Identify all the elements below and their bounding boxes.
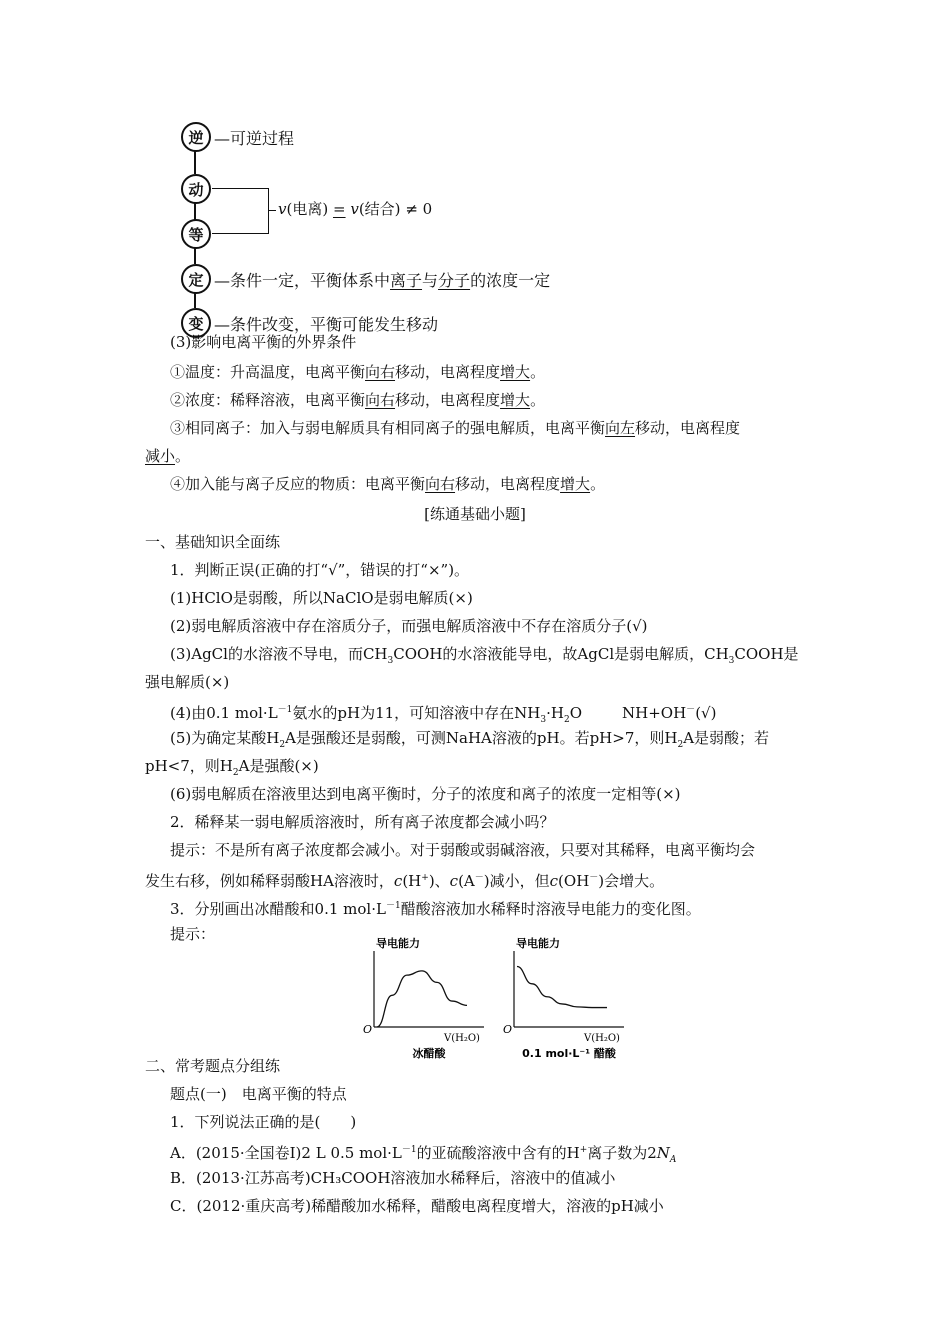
question-1-3: (3)AgCl的水溶液不导电，而$CH_3COOH$的水溶液能导电，故AgCl是弱电解质，$CH_3COOH$是 (170, 645, 799, 666)
chart-dilute-acetic (500, 937, 630, 1064)
factor-concentration: ②浓度：稀释溶液，电离平衡向右移动，电离程度增大。 (170, 391, 546, 409)
bracket-stub (268, 210, 276, 211)
question-1-4: (4)由0.1 $mol\cdot L^{-1}$氨水的pH为11，可知溶液中存在$NH_3\cdot H_2O$ NH+OH－(√) (170, 704, 717, 725)
question-1-1: (1)HClO是弱酸，所以NaClO是弱电解质(×) (170, 589, 473, 607)
origin-label: O (363, 1023, 373, 1036)
section3-title: (3)影响电离平衡的外界条件 (170, 333, 357, 351)
practice-header: [练通基础小题] (424, 505, 526, 523)
question-1-5-cont: pH<7，则$H_2A$是强酸(×) (145, 757, 319, 778)
feature-text-change: —条件改变，平衡可能发生移动 (214, 315, 439, 334)
chart-glacial-acetic (360, 937, 490, 1064)
question-1-6: (6)弱电解质在溶液里达到电离平衡时，分子的浓度和离子的浓度一定相等(×) (170, 785, 681, 803)
chart-dilute-acetic-svg (500, 937, 630, 1060)
feature-char-bian: 变 (181, 308, 211, 338)
series-line (377, 971, 467, 1027)
y-axis-label: 导电能力 (376, 937, 420, 950)
factor-temperature: ①温度：升高温度，电离平衡向右移动，电离程度增大。 (170, 363, 546, 381)
feature-char-deng: 等 (181, 219, 211, 249)
x-axis-label: V(H₂O) (584, 1033, 620, 1044)
factor-common-ion: ③相同离子：加入与弱电解质具有相同离子的强电解质，电离平衡向左移动，电离程度 (170, 419, 741, 437)
feature-char-ni: 逆 (181, 122, 211, 152)
feature-text-fixed: —条件一定，平衡体系中离子与分子的浓度一定 (214, 271, 551, 290)
chart-title: 冰醋酸 (412, 1047, 446, 1060)
origin-label: O (503, 1023, 513, 1036)
question-2-answer: 提示：不是所有离子浓度都会减小。对于弱酸或弱碱溶液，只要对其稀释，电离平衡均会 (170, 841, 756, 859)
feature-char-ding: 定 (181, 264, 211, 294)
question-1-2: (2)弱电解质溶液中存在溶质分子，而强电解质溶液中不存在溶质分子(√) (170, 617, 648, 635)
option-c: C．(2012·重庆高考)稀醋酸加水稀释，醋酸电离程度增大，溶液的pH减小 (170, 1197, 664, 1215)
bracket-top (212, 188, 268, 189)
y-axis-label: 导电能力 (516, 937, 560, 950)
part1-title: 一、基础知识全面练 (145, 533, 281, 551)
question-3-hint: 提示： (170, 925, 216, 943)
factor-common-ion-cont: 减小。 (145, 447, 191, 465)
question-1-3-cont: 强电解质(×) (145, 673, 230, 691)
feature-char-dong: 动 (181, 174, 211, 204)
question-2-answer-cont: 发生右移，例如稀释弱酸HA溶液时，c(H+)、c(A－)减小，但c(OH－)会增大。 (145, 872, 665, 890)
topic1-title: 题点(一) 电离平衡的特点 (170, 1085, 347, 1103)
question-2: 2．稀释某一弱电解质溶液时，所有离子浓度都会减小吗？ (170, 813, 555, 831)
part2-title: 二、常考题点分组练 (145, 1057, 281, 1075)
rate-equation: v(电离) = v(结合) ≠ 0 (278, 200, 433, 218)
x-axis-label: V(H₂O) (444, 1033, 480, 1044)
series-line (517, 967, 607, 1008)
feature-text-reversible: —可逆过程 (214, 129, 295, 148)
option-a: A．(2015·全国卷Ⅰ)2 L 0.5 $mol\cdot L^{-1}$的亚硫酸溶液中含有的H+离子数为$2N_A$ (170, 1144, 677, 1165)
option-b: B．(2013·江苏高考)CH₃COOH溶液加水稀释后，溶液中的值减小 (170, 1169, 616, 1187)
chart-glacial-acetic-svg (360, 937, 490, 1060)
question-1-5: (5)为确定某酸$H_2A$是强酸还是弱酸，可测NaHA溶液的pH。若pH>7，则$H_2A$是弱酸；若 (170, 729, 770, 750)
mc-question-1: 1．下列说法正确的是( ) (170, 1113, 357, 1131)
bracket-vertical (268, 188, 269, 234)
chart-title: 0.1 mol·L⁻¹ 醋酸 (522, 1047, 616, 1060)
factor-reacting-substance: ④加入能与离子反应的物质：电离平衡向右移动，电离程度增大。 (170, 475, 606, 493)
bracket-bottom (212, 233, 268, 234)
equilibrium-features-diagram (180, 120, 640, 340)
question-1: 1．判断正误(正确的打“√”，错误的打“×”)。 (170, 561, 470, 579)
question-3: 3．分别画出冰醋酸和0.1 $mol\cdot L^{-1}$醋酸溶液加水稀释时溶液导电能力的变化图。 (170, 900, 701, 918)
